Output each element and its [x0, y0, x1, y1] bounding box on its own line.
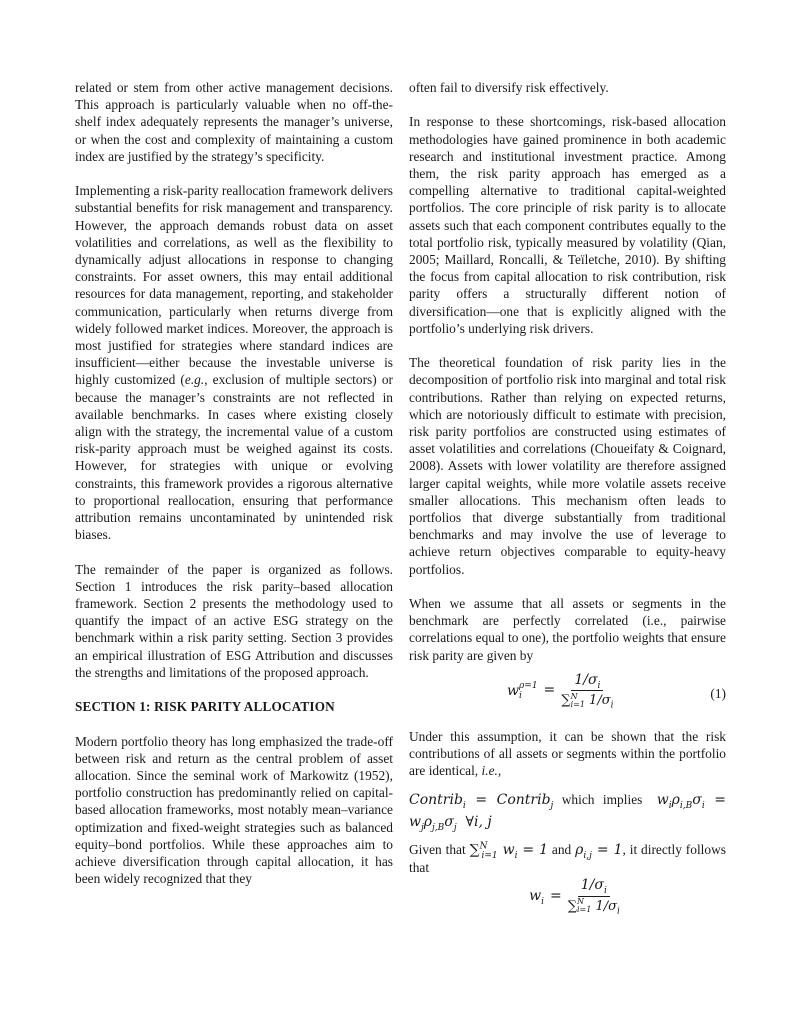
paragraph-modern-portfolio-theory: Modern portfolio theory has long emphasized the trade-off between risk and return as the central problem of asset allocation. Since the seminal work of Markowitz (1952), portfolio construction has predominantly relied on capital-based allocation frameworks, most notably mean–variance optimization and fixed-weight strategies such as balanced equity–bond portfolios. While these approaches aim to achieve diversification through capital allocation, it has been widely recognized that they: [75, 733, 393, 887]
contrib-equation: Contrib$_i$ = Contrib$_j$ which implies $w_i\rho_{i,B}\sigma_i = w_j\rho_{j,B}\sigma_j$ ∀i, j: [409, 792, 726, 834]
paragraph-correlation-assumption: When we assume that all assets or segments in the benchmark are perfectly correlated (i.e., pairwise correlations equal to one), the portfolio weights that ensure risk parity are given by: [409, 596, 726, 663]
equation-2: $w_i$ = $1/\sigma_i$ ∑ N i=1 $1/\sigma_i$: [529, 877, 620, 917]
paragraph-implementation-part2: , exclusion of multiple sectors) or because the manager’s constraints are not reflected in available benchmarks. In cases where existing closely align with the strategy, the incremental value of a custom risk-parity approach must be weighed against its costs. However, for strategies with unique or evolving constraints, this framework provides a rigorous alternative to proportional reallocation, ensuring that performance attribution remains uncontaminated by unintended risk biases.: [75, 372, 393, 543]
eq1-fraction: $1/\sigma_i$ ∑ N i=1 $1/\sigma_i$: [561, 671, 614, 711]
paragraph-intro-continuation: related or stem from other active management decisions. This approach is particularly valuable when no off-the-shelf index adequately represents the manager’s universe, or when the cost and complexity of maintaining a custom index are justified by the strategy’s specificity.: [75, 80, 393, 164]
paragraph-theoretical-foundation: The theoretical foundation of risk parity lies in the decomposition of portfolio risk into marginal and total risk contributions. Rather than relying on expected returns, which are notoriously difficult to estimate with precision, risk parity portfolios are constructed using estimates of asset volatilities and correlations (Choueifaty & Coignard, 2008). Assets with lower volatility are therefore assigned larger capital weights, while more volatile assets receive smaller allocations. This mechanism often leads to portfolios that diverge substantially from traditional benchmarks and may involve the use of leverage to achieve return objectives comparable to equity-heavy portfolios.: [409, 355, 726, 577]
eq1-lhs: w ρ=1 i: [507, 680, 538, 701]
left-column: [75, 79, 393, 905]
equation-1: [409, 672, 726, 716]
paragraph-implementation: [75, 182, 393, 543]
equation-1-body: w ρ=1 i = $1/\sigma_i$ ∑ N i=1 $1/\sigma_i$: [507, 671, 614, 711]
paragraph-organization: The remainder of the paper is organized as follows. Section 1 introduces the risk parity–based allocation framework. Section 2 presents the methodology used to quantify the impact of an active ESG strategy on the benchmark within a risk parity setting. Section 3 provides an empirical illustration of ESG Attribution and discusses the strengths and limitations of the proposed approach.: [75, 561, 393, 680]
paragraph-risk-based-allocation: In response to these shortcomings, risk-based allocation methodologies have gained prominence in both academic research and institutional investment practice. Among them, the risk parity approach has emerged as a compelling alternative to traditional capital-weighted portfolios. The core principle of risk parity is to allocate assets such that each component contributes equally to the total portfolio risk, typically measured by volatility (Qian, 2005; Maillard, Roncalli, & Teïletche, 2010). By shifting the focus from capital allocation to risk contribution, risk parity offers a structurally different notion of diversification—one that is explicitly aligned with the portfolio’s underlying risk drivers.: [409, 114, 726, 336]
paragraph-implementation-part1: Implementing a risk-parity reallocation framework delivers substantial benefits for risk management and transparency. However, the approach demands robust data on asset volatilities and correlations, as well as the flexibility to dynamically adjust allocations in response to changing constraints. For asset owners, this may entail additional resources for data management, reporting, and stakeholder communication, particularly when returns diverge from widely followed market indices. Moreover, the approach is most justified for strategies where standard indices are insufficient—either because the investable universe is highly customized (: [75, 183, 393, 388]
eg-abbrev: e.g.: [184, 372, 205, 388]
right-column: [409, 79, 726, 915]
paragraph-continuation: often fail to diversify risk effectively.: [409, 80, 609, 95]
given-condition: Given that ∑$^N_{i=1}$ $w_i = 1$ and $\rho_{i,j} = 1$, it directly follows that: [409, 841, 726, 876]
paragraph-risk-contributions: Under this assumption, it can be shown that the risk contributions of all assets or segments within the portfolio are identical, i.e.,: [409, 728, 726, 779]
section-heading: SECTION 1: RISK PARITY ALLOCATION: [75, 699, 335, 715]
equation-number: (1): [710, 685, 726, 701]
